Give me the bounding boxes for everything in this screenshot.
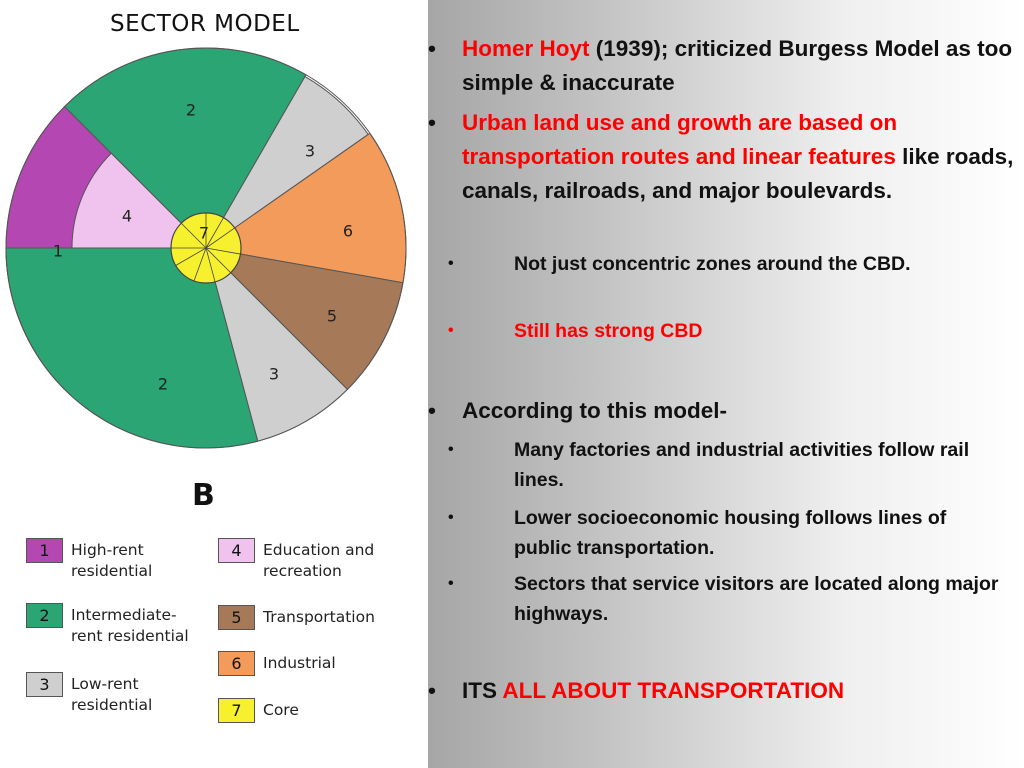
legend-label-line: residential (71, 562, 153, 580)
strong-cbd-text: Still has strong CBD (514, 320, 703, 342)
sector-label-1: 3 (304, 141, 316, 161)
sector-label-7: 4 (121, 206, 133, 226)
legend-label (263, 700, 299, 721)
sector-label-2: 6 (342, 221, 354, 241)
bullet-marker: • (428, 398, 436, 423)
legend-swatch: 3 (26, 672, 63, 697)
legend-label (263, 607, 375, 628)
transport-red: ALL ABOUT TRANSPORTATION (502, 678, 845, 703)
sector-label-3: 5 (326, 306, 338, 326)
bullet-marker: • (448, 441, 454, 458)
diagram-panel (0, 0, 428, 768)
according-text: According to this model- (462, 398, 728, 423)
bullet-transportation (428, 674, 1024, 708)
sector-model-pie (0, 0, 428, 470)
legend-label-line: residential (71, 696, 153, 714)
legend-label-line: Core (263, 701, 299, 719)
legend-swatch: 5 (218, 605, 255, 630)
legend-label-line: Industrial (263, 654, 336, 672)
sector-label-0: 2 (185, 100, 197, 120)
legend-swatch: 2 (26, 603, 63, 628)
legend-label-line: rent residential (71, 627, 189, 645)
bullet-marker: • (428, 678, 436, 703)
legend-label-line: High-rent (71, 541, 144, 559)
legend-label-line: Education and (263, 541, 375, 559)
diagram-title: SECTOR MODEL (110, 11, 300, 37)
bullet-marker: • (448, 322, 454, 339)
sub-bullet-strong-cbd (448, 316, 1024, 346)
legend-label (71, 674, 152, 716)
legend-label-line: Low-rent (71, 675, 139, 693)
legend-label-line: Transportation (263, 608, 375, 626)
visitors-text: Sectors that service visitors are located along major highways. (514, 573, 999, 625)
legend-label (71, 540, 152, 582)
sub-bullet-concentric (448, 249, 1004, 279)
sector-label-8: 7 (198, 223, 210, 243)
legend-label-line: recreation (263, 562, 342, 580)
bullet-according (428, 394, 1024, 428)
sub-bullet-visitors (448, 569, 1010, 629)
bullet-marker: • (428, 110, 436, 135)
sector-label-5: 2 (157, 374, 169, 394)
sub-bullet-housing (448, 503, 1004, 563)
sub-bullet-factories (448, 435, 1004, 495)
urban-land-use-text: like roads, canals, railroads, and major boulevards. (462, 144, 1014, 203)
concentric-text: Not just concentric zones around the CBD. (514, 253, 911, 275)
bullet-marker: • (428, 36, 436, 61)
sector-label-4: 3 (268, 364, 280, 384)
legend-swatch: 1 (26, 538, 63, 563)
housing-text: Lower socioeconomic housing follows lines of public transportation. (514, 507, 947, 559)
figure-label: B (192, 478, 215, 513)
legend-label (263, 653, 336, 674)
bullet-marker: • (448, 575, 454, 592)
transport-prefix: ITS (462, 678, 503, 703)
sector-label-6: 1 (52, 241, 64, 261)
factories-text: Many factories and industrial activities follow rail lines. (514, 439, 970, 491)
bullet-marker: • (448, 509, 454, 526)
bullet-urban-land-use (428, 106, 1020, 208)
legend-label-line: Intermediate- (71, 606, 177, 624)
hoyt-text: (1939); criticized Burgess Model as too simple & inaccurate (462, 36, 1013, 95)
legend-swatch: 7 (218, 698, 255, 723)
legend-label (71, 605, 189, 647)
hoyt-name: Homer Hoyt (462, 36, 590, 61)
bullet-marker: • (448, 255, 454, 272)
legend-label (263, 540, 374, 582)
legend-swatch: 6 (218, 651, 255, 676)
bullet-homer-hoyt (428, 32, 1014, 100)
urban-land-use-red: Urban land use and growth are based on transportation routes and linear features (462, 110, 898, 169)
legend-swatch: 4 (218, 538, 255, 563)
text-panel (428, 0, 1024, 768)
